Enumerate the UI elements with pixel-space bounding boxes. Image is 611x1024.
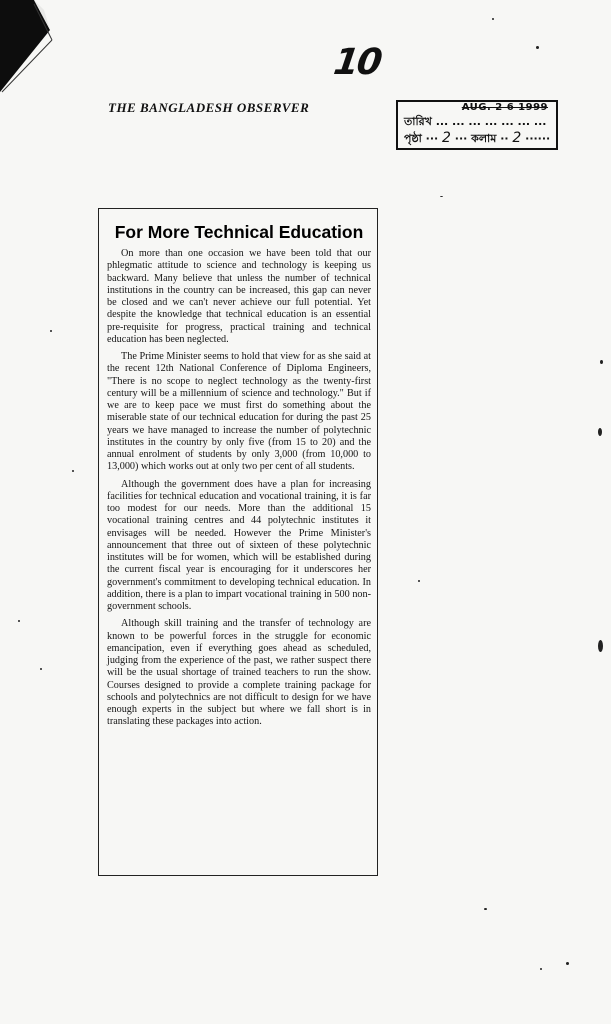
scan-speck xyxy=(598,428,602,436)
scan-speck xyxy=(72,470,74,472)
stamp-column-label: কলাম xyxy=(471,132,497,145)
scan-speck xyxy=(566,962,569,965)
stamp-page-value: 2 xyxy=(442,130,451,146)
scan-speck xyxy=(418,580,420,582)
scan-speck xyxy=(440,196,443,197)
newspaper-masthead: THE BANGLADESH OBSERVER xyxy=(108,100,310,115)
scan-speck xyxy=(18,620,20,622)
scan-speck xyxy=(50,330,52,332)
scan-speck xyxy=(600,360,603,364)
stamp-date: AUG. 2 6 1999 xyxy=(461,102,548,113)
scan-speck xyxy=(484,908,487,910)
folded-corner xyxy=(0,0,60,100)
article-title: For More Technical Education xyxy=(114,222,364,242)
stamp-date-label: তারিখ ... ... ... ... ... ... ... xyxy=(404,115,547,128)
stamp-page-label: পৃষ্ঠা xyxy=(404,132,422,145)
scan-speck xyxy=(598,640,603,652)
scan-speck xyxy=(40,668,42,670)
scan-speck xyxy=(536,46,539,49)
handwritten-page-number: 10 xyxy=(331,42,383,83)
scan-speck xyxy=(492,18,494,20)
article-paragraph-4: Although skill training and the transfer of technology are known to be powerful forces in the struggle for economic emancipation, even if everything goes ahead as scheduled, judging from the experience of the past, we rather suspect there will be the usual shortage of trained teachers to run the show. Courses designed to provide a complete training package for schools and polytechnics are not difficult to design for we have enough experts in the subject but where we fall short is in translating these packages into action. xyxy=(107,618,371,728)
article-paragraph-3: Although the government does have a plan for increasing facilities for technical education and vocational training, it is far too modest for our needs. More than the additional 15 vocational training centres and 44 polytechnic institutes it envisages will be needed. However the Prime Minister's announcement that three out of sixteen of these polytechnic institutes will be for women, which will be established during the current fiscal year is encouraging for it underscores her government's commitment to developing technical education. In addition, there is a plan to impart vocational training in 500 non-government schools. xyxy=(107,478,371,612)
article-paragraph-2: The Prime Minister seems to hold that view for as she said at the recent 12th National Conference of Diploma Engineers, "There is no scope to neglect technology as the twenty-first century will be a millennium of science and technology." But if we are to keep pace we must first do something about the miserable state of our technical education for during the past 25 years we have managed to increase the number of polytechnic institutes in the country by only five (from 15 to 20) and the annual enrolment of students by only 3,000 (from 10,000 to 13,000) which works out at only two per cent of all students. xyxy=(107,351,371,473)
scan-speck xyxy=(540,968,542,970)
stamp-column-value: 2 xyxy=(512,130,522,146)
editorial-clipping xyxy=(98,208,378,876)
article-paragraph-1: On more than one occasion we have been told that our phlegmatic attitude to science and technology is keeping us backward. Many believe that unless the number of technical institutions in the country can be increased, this gap can never be closed and we can't never achieve our full potential. Yet despite the knowledge that technical education is an essential pre-requisite for progress, practical training and technical education has been neglected. xyxy=(107,248,371,345)
archive-stamp xyxy=(396,100,558,150)
stamp-page-column: পৃষ্ঠা ··· 2 ··· কলাম ·· 2 ······ xyxy=(404,130,551,146)
